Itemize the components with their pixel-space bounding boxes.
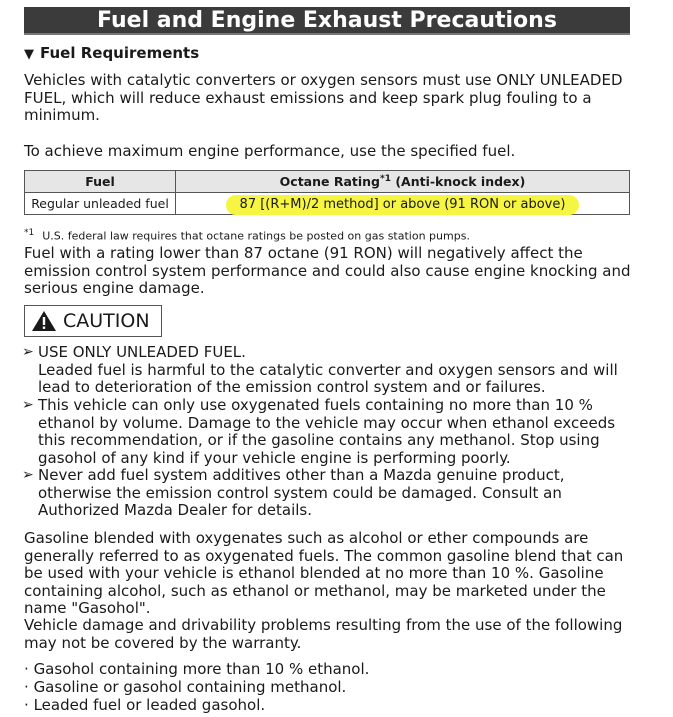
cell-octane xyxy=(176,193,630,215)
triangle-down-icon: ▼ xyxy=(24,47,34,62)
header-octane-label: Octane Rating xyxy=(279,174,380,190)
header-octane xyxy=(176,171,630,193)
caution-item-3 xyxy=(22,467,632,520)
header-octane-sub: (Anti-knock index) xyxy=(390,174,526,190)
section-heading xyxy=(24,44,199,62)
lower-octane-paragraph: Fuel with a rating lower than 87 octane (91 RON) will negatively affect the emission control system performance and could also cause engine knocking and serious engine damage. xyxy=(24,244,631,297)
list-item-text: Gasohol containing more than 10 % ethanol. xyxy=(33,660,370,678)
warning-triangle-icon xyxy=(31,310,57,332)
list-item-text: Leaded fuel or leaded gasohol. xyxy=(33,696,266,714)
header-fuel: Fuel xyxy=(25,171,176,193)
arrow-bullet-icon: ➢ xyxy=(22,467,34,483)
caution-label: CAUTION xyxy=(63,310,150,332)
highlighted-octane: 87 [(R+M)/2 method] or above (91 RON or above) xyxy=(226,195,580,215)
list-item-text: Gasoline or gasohol containing methanol. xyxy=(33,678,347,696)
caution-item-3-text: Never add fuel system additives other than a Mazda genuine product, otherwise the emission control system could be damaged. Consult an Authorized Mazda Dealer for details. xyxy=(38,466,565,519)
caution-item-2 xyxy=(22,397,632,467)
intro-paragraph: Vehicles with catalytic converters or oxygen sensors must use ONLY UNLEADED FUEL, which will reduce exhaust emissions and keep spark plug fouling to a minimum. xyxy=(24,71,623,124)
section-heading-text: Fuel Requirements xyxy=(40,44,200,62)
header-octane-footnote-mark: *1 xyxy=(380,173,391,184)
fuel-table xyxy=(24,170,630,215)
caution-label-box xyxy=(24,305,162,337)
page-title: Fuel and Engine Exhaust Precautions xyxy=(24,7,630,35)
caution-item-2-text: This vehicle can only use oxygenated fuels containing no more than 10 % ethanol by volume. Damage to the vehicle may occur when ethanol exceeds this recommendation, or if the gasoline contains any methanol. Stop using gasohol of any kind if your vehicle engine is performing poorly. xyxy=(38,396,616,467)
table-header-row xyxy=(25,171,630,193)
list-item xyxy=(24,697,265,715)
list-item xyxy=(24,679,346,697)
arrow-bullet-icon: ➢ xyxy=(22,344,34,360)
table-row xyxy=(25,193,630,215)
dot-bullet-icon: · xyxy=(24,660,29,678)
caution-item-1-body: Leaded fuel is harmful to the catalytic converter and oxygen sensors and will lead to deterioration of the emission control system and or failures. xyxy=(38,360,618,396)
list-item xyxy=(24,661,369,679)
footnote-text: U.S. federal law requires that octane ratings be posted on gas station pumps. xyxy=(42,229,470,243)
oxygenated-paragraph: Gasoline blended with oxygenates such as alcohol or ether compounds are generally referred to as oxygenated fuels. The common gasoline blend that can be used with your vehicle is ethanol blended at no more than 10 %. Gasoline containing alcohol, such as ethanol or methanol, may be marketed under the name "Gasohol". xyxy=(24,529,624,617)
arrow-bullet-icon: ➢ xyxy=(22,397,34,413)
dot-bullet-icon: · xyxy=(24,696,29,714)
footnote xyxy=(24,228,470,243)
caution-item-1-title: USE ONLY UNLEADED FUEL. xyxy=(38,343,246,361)
footnote-mark: *1 xyxy=(24,228,35,238)
performance-paragraph: To achieve maximum engine performance, use the specified fuel. xyxy=(24,142,516,160)
dot-bullet-icon: · xyxy=(24,678,29,696)
warranty-paragraph: Vehicle damage and drivability problems resulting from the use of the following may not be covered by the warranty. xyxy=(24,616,623,652)
cell-fuel: Regular unleaded fuel xyxy=(25,193,176,215)
caution-item-1 xyxy=(22,344,632,397)
